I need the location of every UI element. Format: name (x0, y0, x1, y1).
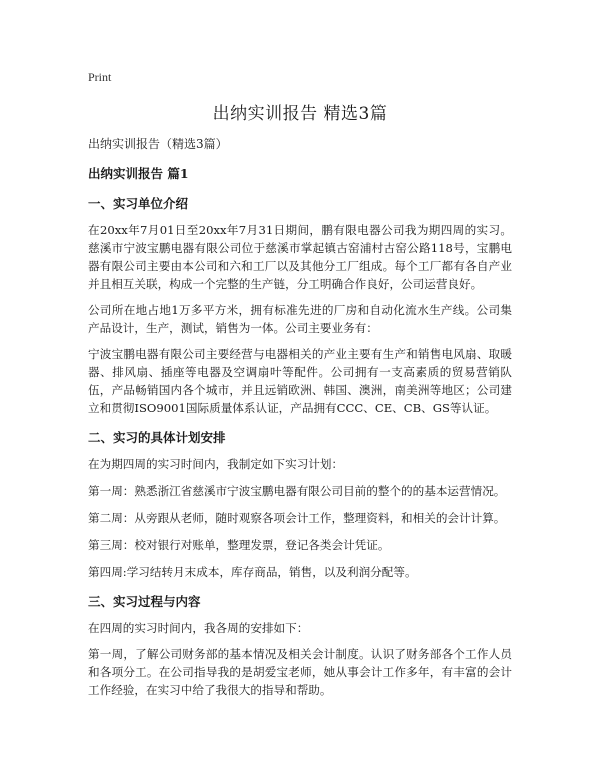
paragraph: 在20xx年7月01日至20xx年7月31日期间，鹏有限电器公司我为期四周的实习。慈溪市宁波宝鹏电器有限公司位于慈溪市掌起镇古窑浦村古窑公路118号，宝鹏电器有限公司主要由本公司和六和工厂以及其他分工厂组成。每个工厂都有各自产业并且相互关联，构成一个完整的生产链，分工明确合作良好，公司运营良好。 (88, 223, 512, 291)
print-label: Print (88, 70, 112, 84)
paragraph: 第一周，了解公司财务部的基本情况及相关会计制度。认识了财务部各个工作人员和各项分工。在公司指导我的是胡爱宝老师，她从事会计工作多年，有丰富的会计工作经验，在实习中给了我很大的指导和帮助。 (88, 647, 512, 697)
paragraph: 第二周：从旁跟从老师，随时观察各项会计工作，整理资料，和相关的会计计算。 (88, 511, 506, 525)
paragraph: 第四周:学习结转月末成本，库存商品，销售，以及利润分配等。 (88, 565, 417, 579)
paragraph: 宁波宝鹏电器有限公司主要经营与电器相关的产业主要有生产和销售电风扇、取暖器、排风扇、插座等电器及空调扇叶等配件。公司拥有一支高素质的贸易营销队伍，产品畅销国内各个城市，并且远销欧洲、韩国、澳洲，南美洲等地区；公司建立和贯彻ISO9001国际质量体系认证，产品拥有CCC、CE、CB、GS等认证。 (88, 347, 512, 415)
paragraph: 公司所在地占地1万多平方米，拥有标准先进的厂房和自动化流水生产线。公司集产品设计，生产，测试，销售为一体。公司主要业务有： (88, 303, 512, 335)
section-heading-3: 三、实习过程与内容 (88, 594, 201, 609)
document-subtitle: 出纳实训报告（精选3篇） (88, 137, 228, 151)
part-heading: 出纳实训报告 篇1 (88, 166, 189, 181)
paragraph: 在四周的实习时间内，我各周的安排如下： (88, 621, 309, 635)
paragraph: 第三周：校对银行对账单，整理发票，登记各类会计凭证。 (88, 538, 390, 552)
paragraph: 第一周：熟悉浙江省慈溪市宁波宝鹏电器有限公司目前的整个的的基本运营情况。 (88, 484, 506, 498)
section-heading-1: 一、实习单位介绍 (88, 196, 189, 211)
paragraph: 在为期四周的实习时间内，我制定如下实习计划： (88, 457, 344, 471)
document-title: 出纳实训报告 精选3篇 (212, 104, 388, 124)
section-heading-2: 二、实习的具体计划安排 (88, 430, 226, 445)
